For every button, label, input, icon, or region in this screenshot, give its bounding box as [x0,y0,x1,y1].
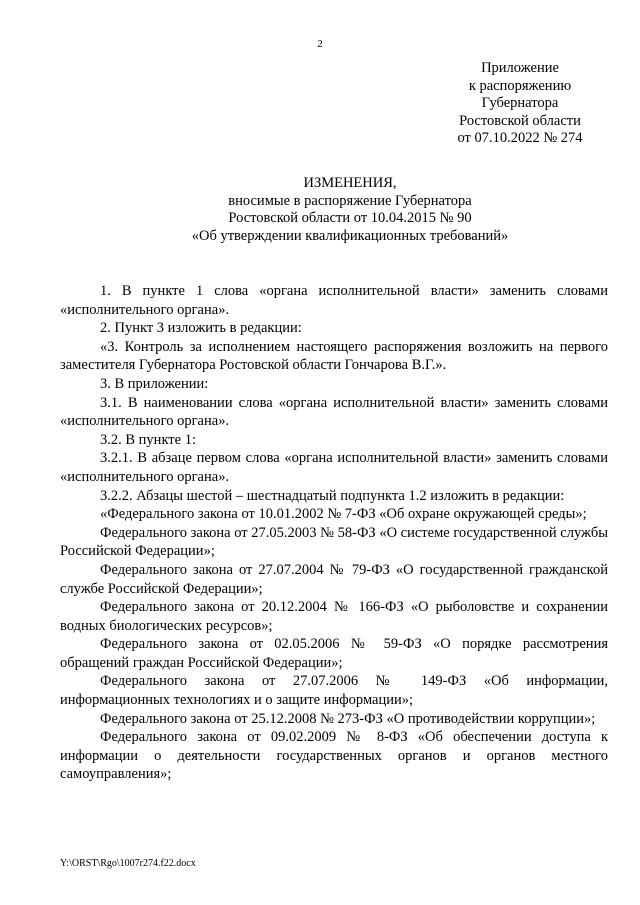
paragraph: Федерального закона от 27.07.2004 № 79-ФЗ «О государственной гражданской службе Российской Федерации»; [60,561,608,597]
paragraph: Федерального закона от 02.05.2006 № 59-ФЗ «О порядке рассмотрения обращений граждан Российской Федерации»; [60,636,608,671]
appendix-line-5: от 07.10.2022 № 274 [457,130,583,146]
title-line-3: «Об утверждении квалификационных требований» [191,227,509,244]
file-path-footer: Y:\ORST\Rgo\1007r274.f22.docx [60,858,196,869]
paragraph: Федерального закона от 25.12.2008 № 273-ФЗ «О противодействии коррупции»; [100,710,596,727]
paragraph: 3.2.2. Абзацы шестой – шестнадцатый подпункта 1.2 изложить в редакции: [100,487,565,504]
paragraph: Федерального закона от 27.05.2003 № 58-ФЗ «О системе государственной службы Российской Федерации»; [60,524,608,560]
document-body [60,282,608,784]
appendix-line-2: к распоряжению [468,77,572,94]
paragraph: Федерального закона от 09.02.2009 № 8-ФЗ «Об обеспечении доступа к информации о деятельности государственных органов и органов местного самоуправления»; [60,729,608,783]
appendix-line-4: Ростовской области [459,112,581,129]
paragraph: 3.2.1. В абзаце первом слова «органа исполнительной власти» заменить словами «исполнительного органа». [60,450,608,485]
paragraph: 3. В приложении: [100,375,209,392]
appendix-line-1: Приложение [481,60,559,76]
paragraph: 3.2. В пункте 1: [100,431,196,448]
title-line-2: Ростовской области от 10.04.2015 № 90 [228,210,472,226]
appendix-block [420,60,620,148]
paragraph: 1. В пункте 1 слова «органа исполнительной власти» заменить словами «исполнительного органа». [60,283,608,318]
paragraph: «3. Контроль за исполнением настоящего распоряжения возложить на первого заместителя Губернатора Ростовской области Гончарова В.Г.». [60,338,608,374]
paragraph: 2. Пункт 3 изложить в редакции: [100,320,302,337]
page-number: 2 [317,38,323,50]
paragraph: 3.1. В наименовании слова «органа исполнительной власти» заменить словами «исполнительного органа». [60,394,608,430]
paragraph: Федерального закона от 20.12.2004 № 166-ФЗ «О рыболовстве и сохранении водных биологических ресурсов»; [60,599,608,634]
title-line-1: вносимые в распоряжение Губернатора [228,192,472,209]
paragraph: «Федерального закона от 10.01.2002 № 7-ФЗ «Об охране окружающей среды»; [100,506,587,523]
appendix-line-3: Губернатора [481,95,559,111]
paragraph: Федерального закона от 27.07.2006 № 149-ФЗ «Об информации, информационных технологиях и о защите информации»; [60,673,608,709]
title-heading: ИЗМЕНЕНИЯ, [303,175,397,191]
document-title [60,175,640,245]
